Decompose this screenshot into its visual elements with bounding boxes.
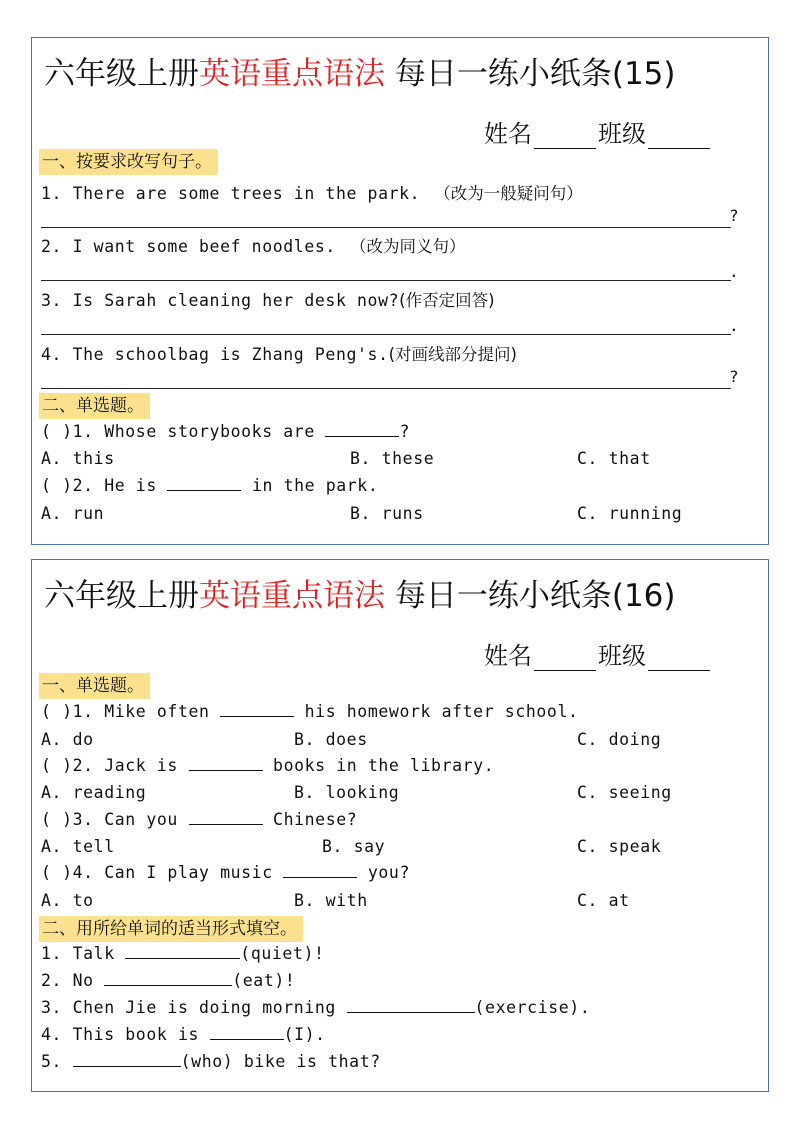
option-a[interactable]: A. to <box>41 891 94 910</box>
option-c[interactable]: C. running <box>577 504 683 523</box>
question-text: 2. No <box>41 971 94 990</box>
section-heading: 二、单选题。 <box>39 393 150 419</box>
question-text: ( )1. Whose storybooks are <box>41 422 315 441</box>
worksheet-title <box>44 48 676 93</box>
option-c[interactable]: C. doing <box>577 730 662 749</box>
mc-question-1 <box>41 702 579 721</box>
question-text-end: ? <box>399 422 410 441</box>
fill-question-5 <box>41 1052 381 1071</box>
question-text-end: books in the library. <box>273 756 495 775</box>
question-text: ( )2. He is <box>41 476 157 495</box>
fill-question-2 <box>41 971 295 990</box>
end-mark: ? <box>729 206 739 225</box>
question-text: 4. The schoolbag is Zhang Peng's. <box>41 345 389 364</box>
class-field[interactable] <box>648 648 710 671</box>
question-instruction: （改为同义句） <box>349 237 466 256</box>
option-b[interactable]: B. looking <box>294 783 400 802</box>
question-instruction: （改为一般疑问句） <box>434 184 583 203</box>
answer-blank[interactable] <box>189 756 263 771</box>
question-2 <box>41 233 465 257</box>
question-text: 4. This book is <box>41 1025 200 1044</box>
name-class-row <box>484 636 712 671</box>
option-c[interactable]: C. at <box>577 891 630 910</box>
question-instruction: (对画线部分提问) <box>388 345 517 364</box>
title-suffix: 每日一练小纸条(15) <box>385 56 676 92</box>
option-a[interactable]: A. this <box>41 449 115 468</box>
answer-blank[interactable] <box>220 702 294 717</box>
option-c[interactable]: C. that <box>577 449 651 468</box>
class-label: 班级 <box>598 642 646 670</box>
question-text: 3. Chen Jie is doing morning <box>41 998 336 1017</box>
section-heading: 一、按要求改写句子。 <box>39 149 218 175</box>
question-text-end: his homework after school. <box>304 702 579 721</box>
question-text-end: (eat)! <box>232 971 296 990</box>
answer-blank[interactable] <box>325 422 399 437</box>
option-c[interactable]: C. speak <box>577 837 662 856</box>
mc-question-4 <box>41 863 410 882</box>
title-topic: 英语重点语法 <box>199 56 385 92</box>
question-text-end: (quiet)! <box>240 944 325 963</box>
title-suffix: 每日一练小纸条(16) <box>385 578 676 614</box>
option-a[interactable]: A. tell <box>41 837 115 856</box>
question-text-end: (who) bike is that? <box>180 1052 381 1071</box>
question-text-end: (exercise). <box>474 998 591 1017</box>
option-c[interactable]: C. seeing <box>577 783 672 802</box>
question-text: ( )2. Jack is <box>41 756 178 775</box>
end-mark: . <box>729 262 739 281</box>
answer-line-1[interactable] <box>41 226 731 228</box>
fill-question-3 <box>41 998 590 1017</box>
option-b[interactable]: B. runs <box>350 504 424 523</box>
answer-blank[interactable] <box>73 1052 181 1067</box>
question-text: 1. There are some trees in the park. <box>41 184 421 203</box>
question-text: 3. Is Sarah cleaning her desk now? <box>41 291 400 310</box>
mc-question-2 <box>41 756 494 775</box>
question-text-end: in the park. <box>251 476 379 495</box>
title-grade: 六年级上册 <box>44 578 199 614</box>
option-b[interactable]: B. these <box>350 449 435 468</box>
end-mark: . <box>729 316 739 335</box>
class-label: 班级 <box>598 120 646 148</box>
title-topic: 英语重点语法 <box>199 578 385 614</box>
option-b[interactable]: B. with <box>294 891 368 910</box>
question-instruction: (作否定回答) <box>399 291 495 310</box>
question-text-end: Chinese? <box>273 810 358 829</box>
mc-question-1 <box>41 422 410 441</box>
question-text: 1. Talk <box>41 944 115 963</box>
option-b[interactable]: B. does <box>294 730 368 749</box>
answer-blank[interactable] <box>104 971 232 986</box>
title-grade: 六年级上册 <box>44 56 199 92</box>
name-field[interactable] <box>534 126 596 149</box>
class-field[interactable] <box>648 126 710 149</box>
question-text-end: you? <box>367 863 410 882</box>
section-heading: 二、用所给单词的适当形式填空。 <box>39 916 303 942</box>
question-text: ( )1. Mike often <box>41 702 210 721</box>
answer-blank[interactable] <box>167 476 241 491</box>
answer-line-2[interactable] <box>41 279 731 281</box>
answer-blank[interactable] <box>189 810 263 825</box>
fill-question-1 <box>41 944 325 963</box>
mc-question-3 <box>41 810 357 829</box>
answer-blank[interactable] <box>283 863 357 878</box>
question-1 <box>41 180 583 204</box>
question-3 <box>41 287 495 311</box>
question-4 <box>41 341 517 365</box>
worksheet-15 <box>31 37 769 545</box>
question-text: 5. <box>41 1052 63 1071</box>
fill-question-4 <box>41 1025 326 1044</box>
answer-line-3[interactable] <box>41 333 731 335</box>
option-b[interactable]: B. say <box>322 837 386 856</box>
option-a[interactable]: A. reading <box>41 783 147 802</box>
name-label: 姓名 <box>484 642 532 670</box>
question-text: ( )3. Can you <box>41 810 178 829</box>
answer-blank[interactable] <box>125 944 240 959</box>
mc-question-2 <box>41 476 378 495</box>
question-text: 2. I want some beef noodles. <box>41 237 336 256</box>
answer-blank[interactable] <box>210 1025 284 1040</box>
answer-line-4[interactable] <box>41 387 731 389</box>
option-a[interactable]: A. do <box>41 730 94 749</box>
question-text: ( )4. Can I play music <box>41 863 273 882</box>
end-mark: ? <box>729 367 739 386</box>
question-text-end: (I). <box>283 1025 326 1044</box>
answer-blank[interactable] <box>347 998 475 1013</box>
option-a[interactable]: A. run <box>41 504 105 523</box>
worksheet-title <box>44 570 676 615</box>
name-field[interactable] <box>534 648 596 671</box>
name-label: 姓名 <box>484 120 532 148</box>
name-class-row <box>484 114 712 149</box>
section-heading: 一、单选题。 <box>39 673 150 699</box>
worksheet-16 <box>31 559 769 1092</box>
